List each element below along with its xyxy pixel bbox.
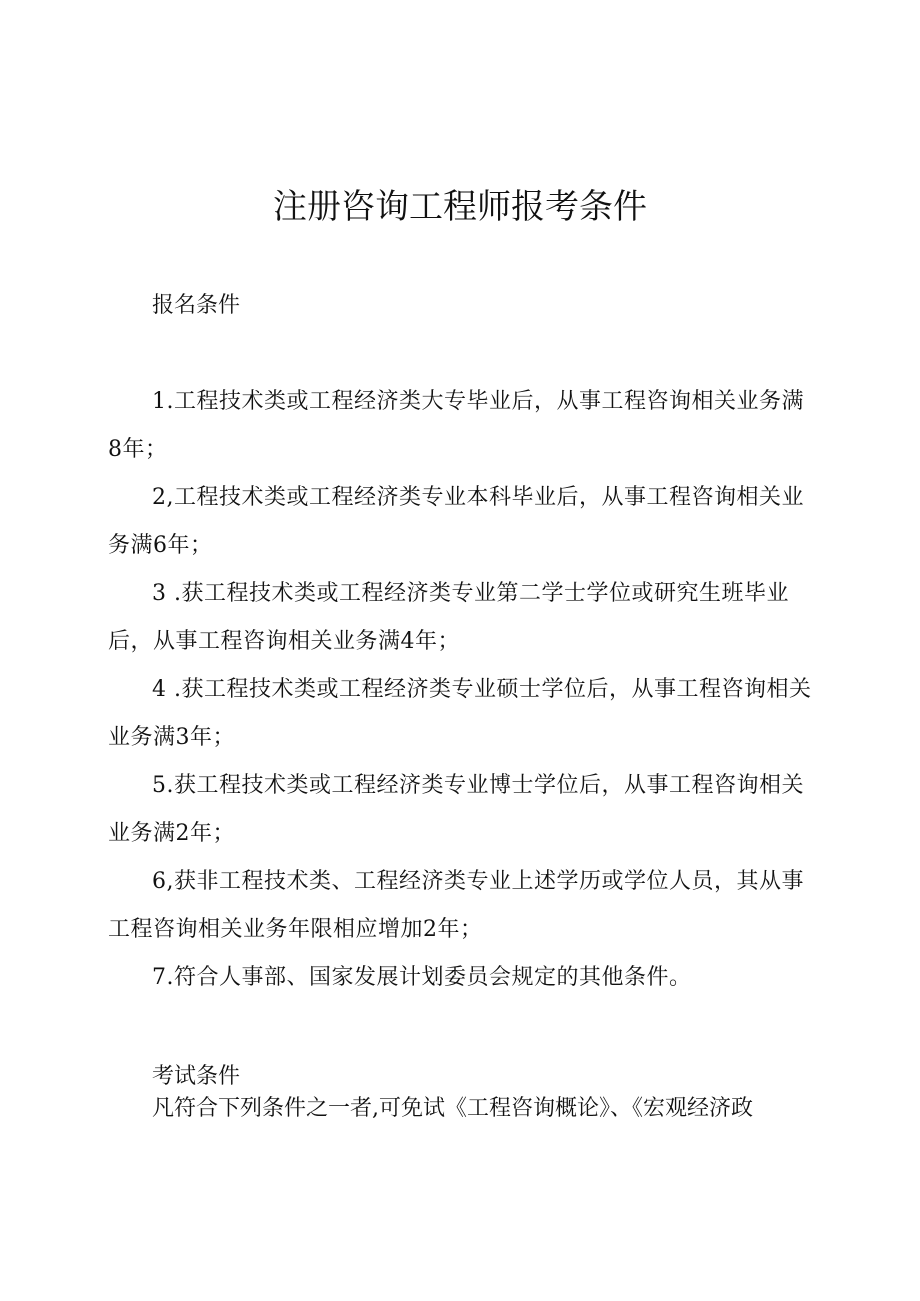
registration-item-5: 5.获工程技术类或工程经济类专业博士学位后，从事工程咨询相关业务满2年； [108,773,804,846]
registration-item-2: 2,工程技术类或工程经济类专业本科毕业后，从事工程咨询相关业务满6年； [108,485,804,558]
registration-item-3: 3 .获工程技术类或工程经济类专业第二学士学位或研究生班毕业后，从事工程咨询相关业务满4年； [108,581,789,654]
registration-item-7: 7.符合人事部、国家发展计划委员会规定的其他条件。 [152,965,692,990]
document-title: 注册咨询工程师报考条件 [273,187,647,227]
registration-item-6: 6,获非工程技术类、工程经济类专业上述学历或学位人员，其从事工程咨询相关业务年限相应增加2年； [108,869,804,942]
exam-text: 凡符合下列条件之一者,可免试《工程咨询概论》、《宏观经济政 [152,1096,753,1121]
registration-item-4: 4 .获工程技术类或工程经济类专业硕士学位后，从事工程咨询相关业务满3年； [108,677,812,750]
registration-heading: 报名条件 [152,293,241,318]
registration-item-1: 1.工程技术类或工程经济类大专毕业后，从事工程咨询相关业务满8年； [108,389,804,462]
exam-heading: 考试条件 [152,1064,241,1089]
